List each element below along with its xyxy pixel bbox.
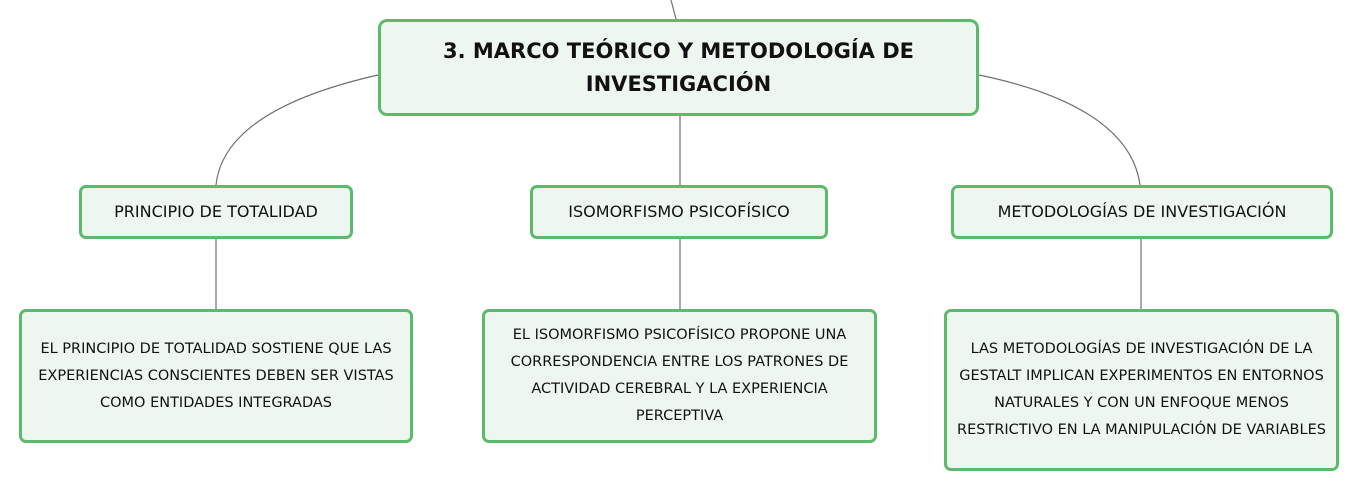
root-topic-title: 3. MARCO TEÓRICO Y METODOLOGÍA DE INVESTIGACIÓN xyxy=(443,38,914,96)
branch-title: ISOMORFISMO PSICOFÍSICO xyxy=(568,202,790,221)
branch-node-isomorfismo-psicofisico[interactable] xyxy=(530,185,828,239)
detail-node-principio-de-totalidad[interactable] xyxy=(19,309,413,443)
connector-root-to-branch-1 xyxy=(216,75,378,185)
connector-parent-to-root xyxy=(671,0,676,19)
root-topic-node[interactable] xyxy=(378,19,979,116)
detail-text: EL PRINCIPIO DE TOTALIDAD SOSTIENE QUE LAS EXPERIENCIAS CONSCIENTES DEBEN SER VISTAS COMO ENTIDADES INTEGRADAS xyxy=(38,340,394,411)
detail-text: LAS METODOLOGÍAS DE INVESTIGACIÓN DE LA GESTALT IMPLICAN EXPERIMENTOS EN ENTORNOS NATURALES Y CON UN ENFOQUE MENOS RESTRICTIVO EN LA MANIPULACIÓN DE VARIABLES xyxy=(957,341,1326,438)
detail-text: EL ISOMORFISMO PSICOFÍSICO PROPONE UNA CORRESPONDENCIA ENTRE LOS PATRONES DE ACTIVIDAD CEREBRAL Y LA EXPERIENCIA PERCEPTIVA xyxy=(510,327,849,424)
detail-node-metodologias-de-investigacion[interactable] xyxy=(944,309,1339,471)
branch-title: PRINCIPIO DE TOTALIDAD xyxy=(114,202,318,221)
branch-title: METODOLOGÍAS DE INVESTIGACIÓN xyxy=(997,202,1287,221)
branch-node-principio-de-totalidad[interactable] xyxy=(79,185,353,239)
detail-node-isomorfismo-psicofisico[interactable] xyxy=(482,309,877,443)
connector-root-to-branch-3 xyxy=(979,75,1140,185)
branch-node-metodologias-de-investigacion[interactable] xyxy=(951,185,1333,239)
